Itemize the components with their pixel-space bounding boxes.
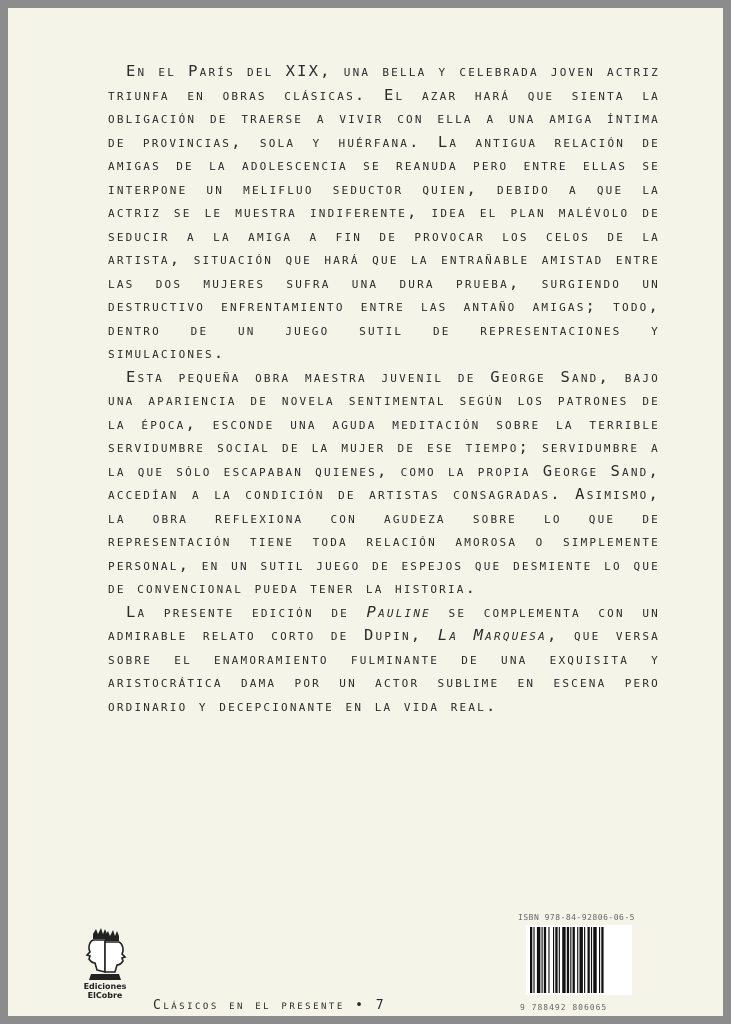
barcode-digits: 9 788492 806065 xyxy=(520,1003,608,1012)
paragraph-3-part-2: se complementa con un admirable relato corto de Dupin, xyxy=(108,602,660,644)
paragraph-1: En el París del XIX, una bella y celebrada joven actriz triunfa en obras clásicas. El azar hará que sienta la obligación de traerse a vivir con ella a una amiga íntima de provincias, sola y huérfana. La antigua relación de amigas de la adolescencia se reanuda pero entre ellas se interpone un melifluo seductor quien, debido a que la actriz se le muestra indiferente, idea el plan malévolo de seducir a la amiga a fin de provocar los celos de la artista, situación que hará que la entrañable amistad entre las dos mujeres sufra una dura prueba, surgiendo un destructivo enfrentamiento entre las antaño amigas; todo, dentro de un juego sutil de representaciones y simulaciones. xyxy=(108,62,660,362)
series-label: Clásicos en el presente • 7 xyxy=(153,998,387,1013)
paragraph-3-part-1: La presente edición de xyxy=(126,602,367,621)
isbn-text: ISBN 978-84-92806-06-5 xyxy=(518,913,635,922)
barcode xyxy=(526,925,632,995)
synopsis-text xyxy=(108,60,660,718)
two-crowned-heads-icon xyxy=(83,928,127,980)
back-cover-page xyxy=(8,8,723,1016)
paragraph-2: Esta pequeña obra maestra juvenil de George Sand, bajo una apariencia de novela sentimental según los patrones de la época, esconde una aguda meditación sobre la terrible servidumbre social de la mujer de ese tiempo; servidumbre a la que sólo escapaban quienes, como la propia George Sand, accedían a la condición de artistas consagradas. Asimismo, la obra reflexiona con agudeza sobre lo que de representación tiene toda relación amorosa o simplemente personal, en un sutil juego de espejos que desmiente lo que de convencional pueda tener la historia. xyxy=(108,367,660,597)
paragraph-3-part-3: , que versa sobre el enamoramiento fulminante de una exquisita y aristocrática dama por un actor sublime en escena pero ordinario y decepcionante en la vida real. xyxy=(108,626,660,715)
title-la-marquesa: La Marquesa xyxy=(437,626,547,644)
publisher-line-2: ElCobre xyxy=(87,991,123,1000)
publisher-line-1: Ediciones xyxy=(83,982,127,991)
publisher-name xyxy=(80,982,130,1000)
paragraph-3 xyxy=(108,601,660,719)
publisher-logo xyxy=(80,928,130,1000)
barcode-bars xyxy=(526,925,632,995)
title-pauline: Pauline xyxy=(366,602,431,621)
